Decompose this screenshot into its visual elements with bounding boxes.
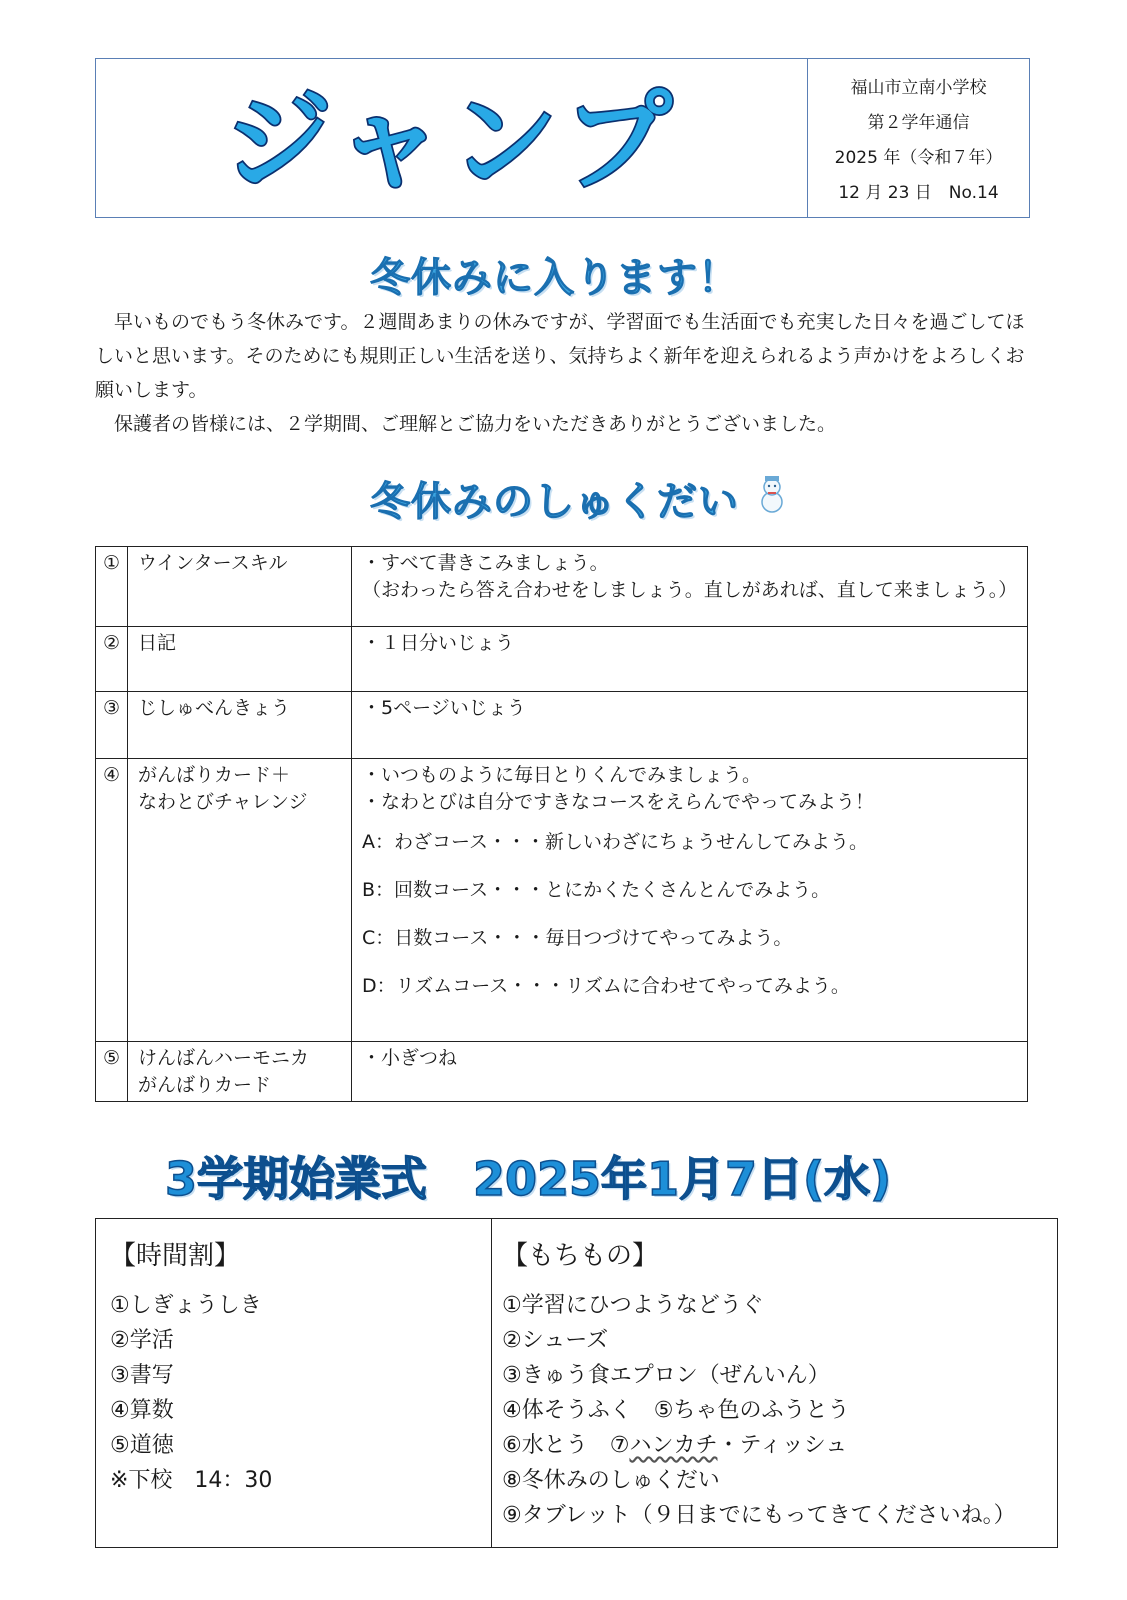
course-d: D：リズムコース・・・リズムに合わせてやってみよう。 (362, 975, 850, 997)
term-start-box (95, 1218, 1058, 1548)
homework-details (352, 547, 1028, 627)
belongings-item: ②シューズ (502, 1328, 609, 1353)
issue-year: 2025 年（令和７年） (834, 148, 1003, 168)
schedule-item: ③書写 (110, 1363, 174, 1388)
homework-details (352, 759, 1028, 1042)
belongings-title: 【もちもの】 (502, 1241, 659, 1271)
detail-line: （おわったら答え合わせをしましょう。直しがあれば、直して来ましょう。） (362, 579, 1018, 601)
homework-row (96, 759, 1028, 1042)
row-number: ③ (96, 692, 128, 759)
masthead-title-box (95, 58, 808, 218)
detail-line: ・すべて書きこみましょう。 (362, 552, 609, 574)
homework-details (352, 627, 1028, 692)
belongings-item (502, 1428, 1016, 1463)
homework-row (96, 547, 1028, 627)
school-name: 福山市立南小学校 (850, 78, 987, 98)
winter-break-heading: 冬休みに入ります！ (370, 255, 739, 301)
snowman-icon (755, 474, 789, 514)
dismissal-time: ※下校 14：30 (110, 1468, 273, 1493)
intro-paragraph-2: 保護者の皆様には、２学期間、ご理解とご協力をいただきありがとうございました。 (95, 413, 837, 435)
schedule-item: ②学活 (110, 1328, 174, 1353)
belongings-item: ①学習にひつようなどうぐ (502, 1293, 764, 1318)
row-number: ④ (96, 759, 128, 1042)
belongings-item: ④体そうふく ⑤ちゃ色のふうとう (502, 1398, 850, 1423)
masthead-info-box (808, 58, 1030, 218)
belongings-item: ③きゅう食エプロン（ぜんいん） (502, 1363, 830, 1388)
homework-name: ウインタースキル (128, 547, 352, 627)
schedule-item: ①しぎょうしき (110, 1293, 262, 1318)
homework-name: がんばりカード＋ なわとびチャレンジ (128, 759, 352, 1042)
column-divider (491, 1219, 492, 1547)
row-number: ⑤ (96, 1042, 128, 1102)
intro-paragraphs (95, 305, 1035, 441)
homework-table (95, 546, 1028, 1102)
homework-name: 日記 (128, 627, 352, 692)
homework-heading: 冬休みのしゅくだい (370, 479, 739, 525)
detail-line: ・いつものように毎日とりくんでみましょう。 (362, 764, 762, 786)
schedule-column (110, 1239, 272, 1498)
intro-paragraph-1: 早いものでもう冬休みです。２週間あまりの休みですが、学習面でも生活面でも充実した日々を過ごしてほしいと思います。そのためにも規則正しい生活を送り、気持ちよく新年を迎えられるよう声かけをよろしくお願いします。 (95, 311, 1025, 401)
detail-line: ・１日分いじょう (362, 632, 515, 654)
issue-date-number: 12 月 23 日 No.14 (838, 183, 999, 203)
detail-line: ・5ページいじょう (362, 697, 526, 719)
term-start-heading: 3学期始業式 2025年1月7日(水) (165, 1152, 892, 1206)
detail-line: ・小ぎつね (362, 1047, 458, 1069)
schedule-title: 【時間割】 (110, 1241, 241, 1271)
course-b: B：回数コース・・・とにかくたくさんとんでみよう。 (362, 879, 831, 901)
newsletter-title: ジャンプ (224, 80, 678, 205)
detail-line: ・なわとびは自分ですきなコースをえらんでやってみよう！ (362, 791, 875, 813)
homework-row (96, 627, 1028, 692)
course-c: C：日数コース・・・毎日つづけてやってみよう。 (362, 927, 793, 949)
title-logo (96, 59, 807, 217)
item6-suffix: ・ティッシュ (717, 1433, 848, 1458)
homework-row (96, 1042, 1028, 1102)
item6-prefix: ⑥水とう ⑦ (502, 1433, 630, 1458)
belongings-column (502, 1239, 1016, 1533)
homework-row (96, 692, 1028, 759)
row-number: ① (96, 547, 128, 627)
homework-details (352, 1042, 1028, 1102)
schedule-item: ⑤道徳 (110, 1433, 174, 1458)
belongings-item: ⑨タブレット（９日までにもってきてくださいね。） (502, 1503, 1016, 1528)
grade-newsletter: 第２学年通信 (867, 113, 970, 133)
item6-underlined: ハンカチ (629, 1433, 718, 1458)
homework-name: じしゅべんきょう (128, 692, 352, 759)
course-a: A：わざコース・・・新しいわざにちょうせんしてみよう。 (362, 831, 869, 853)
belongings-item: ⑧冬休みのしゅくだい (502, 1468, 720, 1493)
schedule-item: ④算数 (110, 1398, 174, 1423)
homework-name: けんばんハーモニカ がんばりカード (128, 1042, 352, 1102)
row-number: ② (96, 627, 128, 692)
homework-details (352, 692, 1028, 759)
